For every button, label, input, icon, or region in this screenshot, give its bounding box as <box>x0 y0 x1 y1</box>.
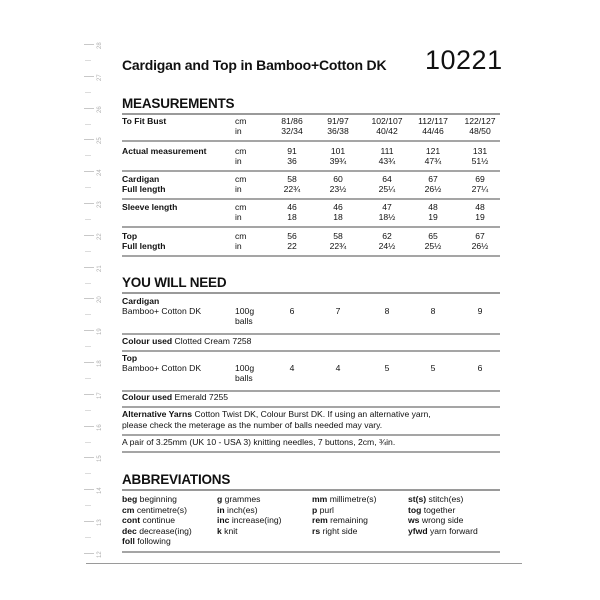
abbreviation-item: yfwd yarn forward <box>408 525 478 536</box>
ruler-label: 21 <box>97 264 103 272</box>
abbreviation-item: mm millimetre(s) <box>312 494 377 504</box>
ruler-tick <box>84 235 94 236</box>
ruler-minor-tick <box>85 283 91 284</box>
measurement-value: 101 39¾ <box>329 146 347 166</box>
abbreviation-item: ws wrong side <box>408 515 464 525</box>
ruler-tick <box>84 489 94 490</box>
ruler-label: 16 <box>97 423 103 431</box>
ruler-tick <box>84 426 94 427</box>
ruler-tick <box>84 553 94 554</box>
ruler-minor-tick <box>85 378 91 379</box>
ruler-minor-tick <box>85 187 91 188</box>
ruler-minor-tick <box>85 473 91 474</box>
measurement-label: To Fit Bust <box>122 116 167 126</box>
abbreviation-item: inc increase(ing) <box>217 515 282 525</box>
measurement-label: Sleeve length <box>122 202 178 212</box>
abbreviation-item: tog together <box>408 504 456 515</box>
abbreviation-item: st(s) stitch(es) <box>408 494 464 504</box>
measurement-value: 91 36 <box>287 146 297 166</box>
measurement-value: 131 51½ <box>471 146 489 166</box>
abbreviation-item: k knit <box>217 525 238 536</box>
ball-weight: 100g balls <box>235 363 255 383</box>
measurement-value: 47 18½ <box>378 202 396 222</box>
ruler-tick <box>84 108 94 109</box>
abbreviations-rule <box>122 489 500 491</box>
divider <box>122 198 500 200</box>
cardigan-subheading: Cardigan <box>122 296 160 306</box>
measurement-value: 91/97 36/38 <box>327 116 349 136</box>
ruler-label: 15 <box>97 455 103 463</box>
abbreviation-column <box>408 494 478 536</box>
divider <box>122 350 500 352</box>
measurement-units: cm in <box>235 146 247 166</box>
measurement-value: 46 18 <box>333 202 343 222</box>
ball-count: 6 <box>477 363 483 373</box>
measurement-value: 58 22¾ <box>283 174 301 194</box>
measurement-units: cm in <box>235 231 247 251</box>
you-will-need-rule <box>122 292 500 294</box>
ball-count: 4 <box>289 363 295 373</box>
ball-count: 8 <box>384 306 390 316</box>
ruler-tick <box>84 457 94 458</box>
ruler-minor-tick <box>85 442 91 443</box>
measurement-value: 121 47¾ <box>424 146 442 166</box>
ball-count: 7 <box>335 306 341 316</box>
alternative-yarns: Alternative Yarns Cotton Twist DK, Colour Burst DK. If using an alternative yarn, please check the meterage as the number of balls needed may vary. <box>122 409 431 430</box>
ruler-label: 18 <box>97 360 103 367</box>
abbreviation-item: dec decrease(ing) <box>122 525 192 536</box>
ruler-label: 22 <box>97 233 103 240</box>
measurement-value: 67 26½ <box>471 231 489 251</box>
ruler-minor-tick <box>85 505 91 506</box>
pattern-title: Cardigan and Top in Bamboo+Cotton DK <box>122 57 387 73</box>
measurement-value: 58 22¾ <box>329 231 347 251</box>
ruler-label: 17 <box>97 392 103 399</box>
abbreviation-item: p purl <box>312 504 334 515</box>
measurements-heading: MEASUREMENTS <box>122 96 235 111</box>
ruler-tick <box>84 521 94 522</box>
measurement-value: 65 25½ <box>424 231 442 251</box>
ruler-tick <box>84 267 94 268</box>
ruler-minor-tick <box>85 92 91 93</box>
abbreviation-item: beg beginning <box>122 494 177 504</box>
abbreviation-item: foll following <box>122 536 171 546</box>
ruler-tick <box>84 76 94 77</box>
abbreviation-column <box>122 494 192 547</box>
ruler-tick <box>84 44 94 45</box>
ruler-label: 14 <box>97 487 103 495</box>
measurement-units: cm in <box>235 174 247 194</box>
ball-count: 4 <box>335 363 341 373</box>
measurement-label: Cardigan Full length <box>122 174 166 194</box>
ruler-tick <box>84 139 94 140</box>
divider <box>122 451 500 453</box>
ruler-minor-tick <box>85 314 91 315</box>
measurement-value: 62 24½ <box>378 231 396 251</box>
ruler-label: 12 <box>97 551 103 558</box>
measurement-units: cm in <box>235 202 247 222</box>
divider <box>122 140 500 142</box>
divider <box>122 170 500 172</box>
ball-count: 5 <box>384 363 390 373</box>
ruler <box>84 0 114 600</box>
ruler-minor-tick <box>85 219 91 220</box>
ruler-minor-tick <box>85 346 91 347</box>
ruler-label: 25 <box>97 137 103 145</box>
ruler-tick <box>84 203 94 204</box>
measurement-value: 102/107 40/42 <box>371 116 403 136</box>
measurement-value: 60 23½ <box>329 174 347 194</box>
measurement-label: Actual measurement <box>122 146 207 156</box>
yarn-name: Bamboo+ Cotton DK <box>122 363 202 373</box>
ruler-label: 23 <box>97 201 103 208</box>
abbreviation-item: cont continue <box>122 515 176 525</box>
measurement-value: 46 18 <box>287 202 297 222</box>
measurement-units: cm in <box>235 116 247 136</box>
divider <box>122 226 500 228</box>
ruler-tick <box>84 394 94 395</box>
ruler-label: 13 <box>97 519 103 526</box>
ball-count: 8 <box>430 306 436 316</box>
needles-and-notions: A pair of 3.25mm (UK 10 - USA 3) knitting needles, 7 buttons, 2cm, ¾in. <box>122 437 396 447</box>
ruler-minor-tick <box>85 251 91 252</box>
measurement-value: 48 19 <box>428 202 438 222</box>
ball-count: 5 <box>430 363 436 373</box>
abbreviation-item: in inch(es) <box>217 504 258 515</box>
yarn-name: Bamboo+ Cotton DK <box>122 306 202 316</box>
you-will-need-heading: YOU WILL NEED <box>122 275 227 290</box>
abbreviation-item: rs right side <box>312 525 358 536</box>
measurement-value: 48 19 <box>475 202 485 222</box>
measurements-rule <box>122 113 500 115</box>
measurement-value: 56 22 <box>287 231 297 251</box>
measurement-value: 122/127 48/50 <box>464 116 496 136</box>
ruler-label: 28 <box>97 42 103 49</box>
measurement-value: 67 26½ <box>424 174 442 194</box>
abbreviation-item: cm centimetre(s) <box>122 504 187 515</box>
measurement-value: 69 27¼ <box>471 174 489 194</box>
ruler-label: 19 <box>97 328 103 336</box>
measurement-value: 81/86 32/34 <box>281 116 303 136</box>
divider <box>122 434 500 436</box>
divider <box>122 551 500 553</box>
ruler-tick <box>84 171 94 172</box>
divider <box>122 406 500 408</box>
ruler-minor-tick <box>85 410 91 411</box>
divider <box>122 255 500 257</box>
divider <box>122 333 500 335</box>
ruler-minor-tick <box>85 537 91 538</box>
top-colour: Colour used Emerald 7255 <box>122 392 229 402</box>
ruler-minor-tick <box>85 155 91 156</box>
page-bottom-rule <box>86 563 522 564</box>
ball-count: 6 <box>289 306 295 316</box>
measurement-label: Top Full length <box>122 231 166 251</box>
ruler-label: 20 <box>97 296 103 304</box>
abbreviation-column <box>312 494 376 536</box>
cardigan-colour: Colour used Clotted Cream 7258 <box>122 336 252 346</box>
measurement-value: 64 25¼ <box>378 174 396 194</box>
ruler-label: 26 <box>97 105 103 113</box>
abbreviation-item: rem remaining <box>312 515 368 525</box>
ruler-minor-tick <box>85 124 91 125</box>
ball-weight: 100g balls <box>235 306 255 326</box>
ruler-tick <box>84 362 94 363</box>
top-subheading: Top <box>122 353 138 363</box>
ruler-label: 27 <box>97 74 103 81</box>
abbreviations-heading: ABBREVIATIONS <box>122 472 231 487</box>
ball-count: 9 <box>477 306 483 316</box>
ruler-label: 24 <box>97 169 103 177</box>
ruler-tick <box>84 330 94 331</box>
pattern-number: 10221 <box>425 45 503 75</box>
ruler-minor-tick <box>85 60 91 61</box>
abbreviation-item: g grammes <box>217 494 261 504</box>
measurement-value: 112/117 44/46 <box>418 116 448 136</box>
abbreviation-column <box>217 494 282 536</box>
ruler-tick <box>84 298 94 299</box>
measurement-value: 111 43¾ <box>378 146 396 166</box>
